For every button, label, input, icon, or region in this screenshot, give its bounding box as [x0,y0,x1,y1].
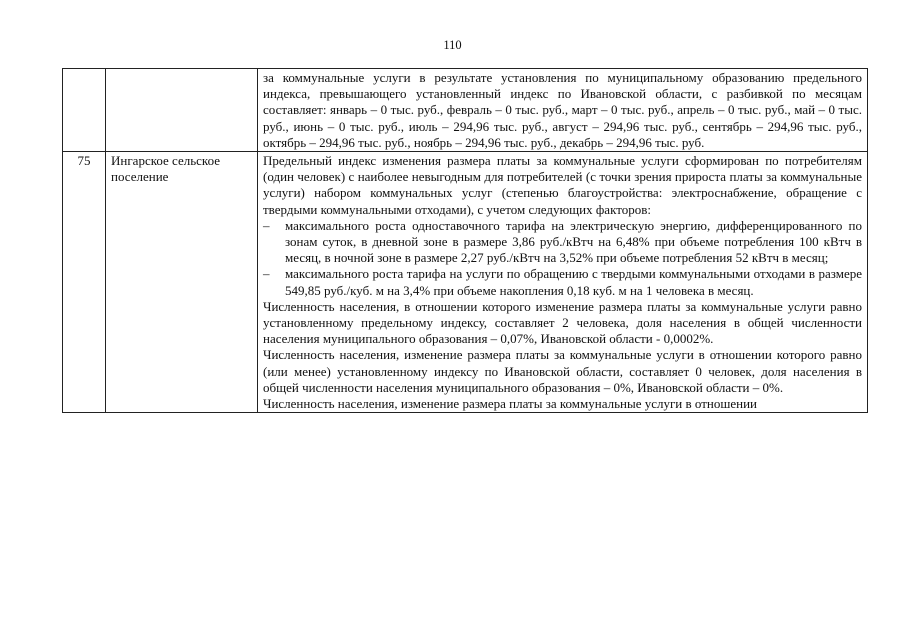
bullet-text: максимального роста тарифа на услуги по обращению с твердыми коммунальными отходами в размере 549,85 руб./куб. м на 3,4% при объеме накопления 0,18 куб. м на 1 человека в месяц. [285,266,862,298]
tariff-table [62,68,868,413]
dash-marker: – [263,266,270,282]
table-row [63,69,868,152]
description-cell [258,69,868,152]
municipality-name-cell [106,69,258,152]
row-number-cell [63,69,106,152]
paragraph: Численность населения, изменение размера платы за коммунальные услуги в отношении [263,396,758,412]
table-row [63,152,868,413]
bullet-text: максимального роста одноставочного тарифа на электрическую энергию, дифференцированного по зонам суток, в дневной зоне в размере 3,86 руб./кВтч на 6,48% при объеме потребления 100 кВтч в месяц, в ночной зоне в размере 2,27 руб./кВтч на 3,52% при объеме потребления 52 кВтч в месяц; [285,217,862,266]
row-number-cell: 75 [63,152,106,413]
page-number: 110 [443,38,462,52]
paragraph: за коммунальные услуги в результате установления по муниципальному образованию предельного индекса, превышающего установленный индекс по Ивановской области, с разбивкой по месяцам составляет: январь – 0 тыс. руб., февраль – 0 тыс. руб., март – 0 тыс. руб., апрель – 0 тыс. руб., май – 0 тыс. руб., июнь – 0 тыс. руб., июль – 294,96 тыс. руб., август – 294,96 тыс. руб., сентябрь – 294,96 тыс. руб., октябрь – 294,96 тыс. руб., ноябрь – 294,96 тыс. руб., декабрь – 294,96 тыс. руб. [263,70,862,150]
description-cell [258,152,868,413]
municipality-name-cell: Ингарское сельское поселение [106,152,258,413]
dash-marker: – [263,217,270,233]
bullet-item [263,266,862,298]
intro-paragraph: Предельный индекс изменения размера платы за коммунальные услуги сформирован по потребителям (один человек) с наиболее невыгодным для потребителей (с точки зрения прироста платы за коммунальные услуги) набором коммунальных услуг (степенью благоустройства: электроснабжение, обращение с твердыми коммунальными отходами), с учетом следующих факторов: [263,153,862,217]
paragraph: Численность населения, изменение размера платы за коммунальные услуги в отношении которого равно (или менее) установленному индексу по Ивановской области, составляет 0 человек, доля населения в общей численности населения муниципального образования – 0%, Ивановской области – 0%. [263,347,862,395]
paragraph: Численность населения, в отношении которого изменение размера платы за коммунальные услуги равно установленному предельному индексу, составляет 2 человека, доля населения в общей численности населения муниципального образования – 0,07%, Ивановской области - 0,0002%. [263,298,862,347]
bullet-item [263,218,862,267]
